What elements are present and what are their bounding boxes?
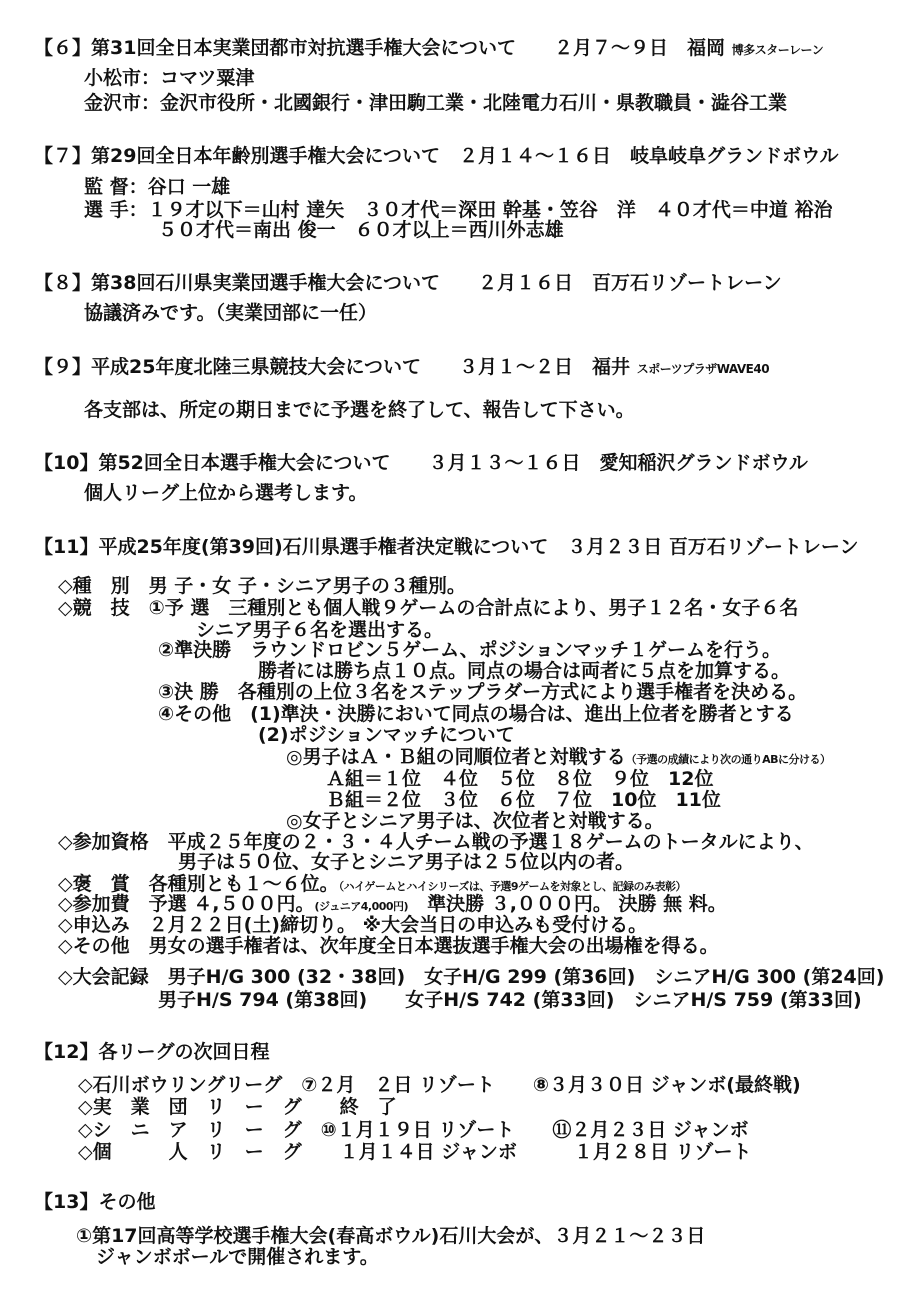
section-11-line-11: Ｂ組＝２位 ３位 ６位 ７位 10位 11位	[326, 789, 721, 811]
section-7-heading: 【７】第29回全日本年齢別選手権大会について ２月１４～１６日 岐阜岐阜グランドボウル	[34, 145, 839, 167]
section-11-line-16-text: ◇参加費 予選 ４,５００円。	[58, 893, 315, 915]
section-6-heading	[34, 36, 823, 62]
section-12-heading: 【12】各リーグの次回日程	[34, 1041, 270, 1063]
section-11-line-5: 勝者には勝ち点１０点。同点の場合は両者に５点を加算する。	[258, 660, 791, 682]
section-9-venue-small: スポーツプラザWAVE40	[636, 362, 770, 376]
section-12-line-1: ◇石川ボウリングリーグ ⑦２月 ２日 リゾート ⑧３月３０日 ジャンボ(最終戦)	[78, 1074, 801, 1096]
section-11-line-16-small: (ジュニア4,000円)	[314, 900, 409, 913]
section-11-line-1: ◇種 別 男 子・女 子・シニア男子の３種別。	[58, 575, 466, 597]
section-11-line-17: ◇申込み ２月２２日(土)締切り。 ※大会当日の申込みも受付ける。	[58, 914, 648, 936]
section-11-line-12: ◎女子とシニア男子は、次位者と対戦する。	[286, 810, 664, 832]
section-11-line-13: ◇参加資格 平成２５年度の２・３・４人チーム戦の予選１８ゲームのトータルにより、	[58, 831, 814, 853]
section-11-line-6: ③決 勝 各種別の上位３名をステップラダー方式により選手権者を決める。	[158, 681, 808, 703]
section-13-line-2: ジャンボボールで開催されます。	[96, 1246, 379, 1268]
section-11-line-2: ◇競 技 ①予 選 三種別とも個人戦９ゲームの合計点により、男子１２名・女子６名	[58, 597, 799, 619]
section-11-line-8: (2)ポジションマッチについて	[258, 724, 515, 746]
section-9-line-1: 各支部は、所定の期日までに予選を終了して、報告して下さい。	[84, 399, 635, 421]
section-10-heading: 【10】第52回全日本選手権大会について ３月１３～１６日 愛知稲沢グランドボウル	[34, 452, 808, 474]
section-11-line-7: ④その他 (1)準決・決勝において同点の場合は、進出上位者を勝者とする	[158, 703, 794, 725]
section-11-line-10: Ａ組＝１位 ４位 ５位 ８位 ９位 12位	[326, 768, 714, 790]
section-12-line-2: ◇実 業 団 リ ー グ 終 了	[78, 1096, 397, 1118]
section-11-heading: 【11】平成25年度(第39回)石川県選手権者決定戦について ３月２３日 百万石リゾートレーン	[34, 536, 859, 558]
section-11-line-9-small: （予選の成績により次の通りABに分ける）	[625, 753, 831, 766]
section-7-line-1: 監 督：谷口 一雄	[84, 176, 231, 198]
section-11-line-4: ②準決勝 ラウンドロビン５ゲーム、ポジションマッチ１ゲームを行う。	[158, 639, 782, 661]
section-13-line-1: ①第17回高等学校選手権大会(春高ボウル)石川大会が、３月２１～２３日	[76, 1225, 706, 1247]
section-6-line-2: 金沢市：金沢市役所・北國銀行・津田駒工業・北陸電力石川・県教職員・澁谷工業	[84, 92, 788, 114]
section-11-line-3: シニア男子６名を選出する。	[196, 619, 444, 641]
section-10-line-1: 個人リーグ上位から選考します。	[84, 482, 368, 504]
section-6-heading-text: 【６】第31回全日本実業団都市対抗選手権大会について ２月７～９日 福岡	[34, 37, 732, 59]
section-7-line-3: ５０才代＝南出 俊一 ６０才以上＝西川外志雄	[158, 219, 564, 241]
section-11-line-15-text: ◇褒 賞 各種別とも１～６位。	[58, 873, 339, 895]
section-11-line-19: ◇大会記録 男子H/G 300 (32・38回) 女子H/G 299 (第36回) シニアH/G 300 (第24回)	[58, 966, 885, 988]
section-11-line-18: ◇その他 男女の選手権者は、次年度全日本選抜選手権大会の出場権を得る。	[58, 935, 719, 957]
section-11-line-14: 男子は５０位、女子とシニア男子は２５位以内の者。	[178, 851, 635, 873]
section-12-line-3: ◇シ ニ ア リ ー グ ⑩１月１９日 リゾート ⑪２月２３日 ジャンボ	[78, 1119, 749, 1141]
section-12-line-4: ◇個 人 リ ー グ １月１４日 ジャンボ １月２８日 リゾート	[78, 1141, 752, 1163]
section-11-line-16-tail: 準決勝 ３,０００円。 決勝 無 料。	[408, 893, 727, 915]
section-13-heading: 【13】その他	[34, 1191, 156, 1213]
section-8-heading: 【８】第38回石川県実業団選手権大会について ２月１６日 百万石リゾートレーン	[34, 272, 782, 294]
section-11-line-9-text: ◎男子はＡ・Ｂ組の同順位者と対戦する	[286, 746, 626, 768]
section-8-line-1: 協議済みです。（実業団部に一任）	[84, 302, 377, 324]
section-11-line-20: 男子H/S 794 (第38回) 女子H/S 742 (第33回) シニアH/S 759 (第33回)	[158, 989, 862, 1011]
section-6-venue-small: 博多スターレーン	[731, 43, 824, 57]
section-9-heading-text: 【９】平成25年度北陸三県競技大会について ３月１～２日 福井	[34, 356, 637, 378]
section-9-heading	[34, 355, 769, 381]
section-11-line-15-small: （ハイゲームとハイシリーズは、予選9ゲームを対象とし、記録のみ表彰）	[338, 880, 687, 893]
section-6-line-1: 小松市：コマツ粟津	[84, 67, 255, 89]
section-7-line-2: 選 手：１９才以下＝山村 達矢 ３０才代＝深田 幹基・笠谷 洋 ４０才代＝中道 裕治	[84, 199, 833, 221]
